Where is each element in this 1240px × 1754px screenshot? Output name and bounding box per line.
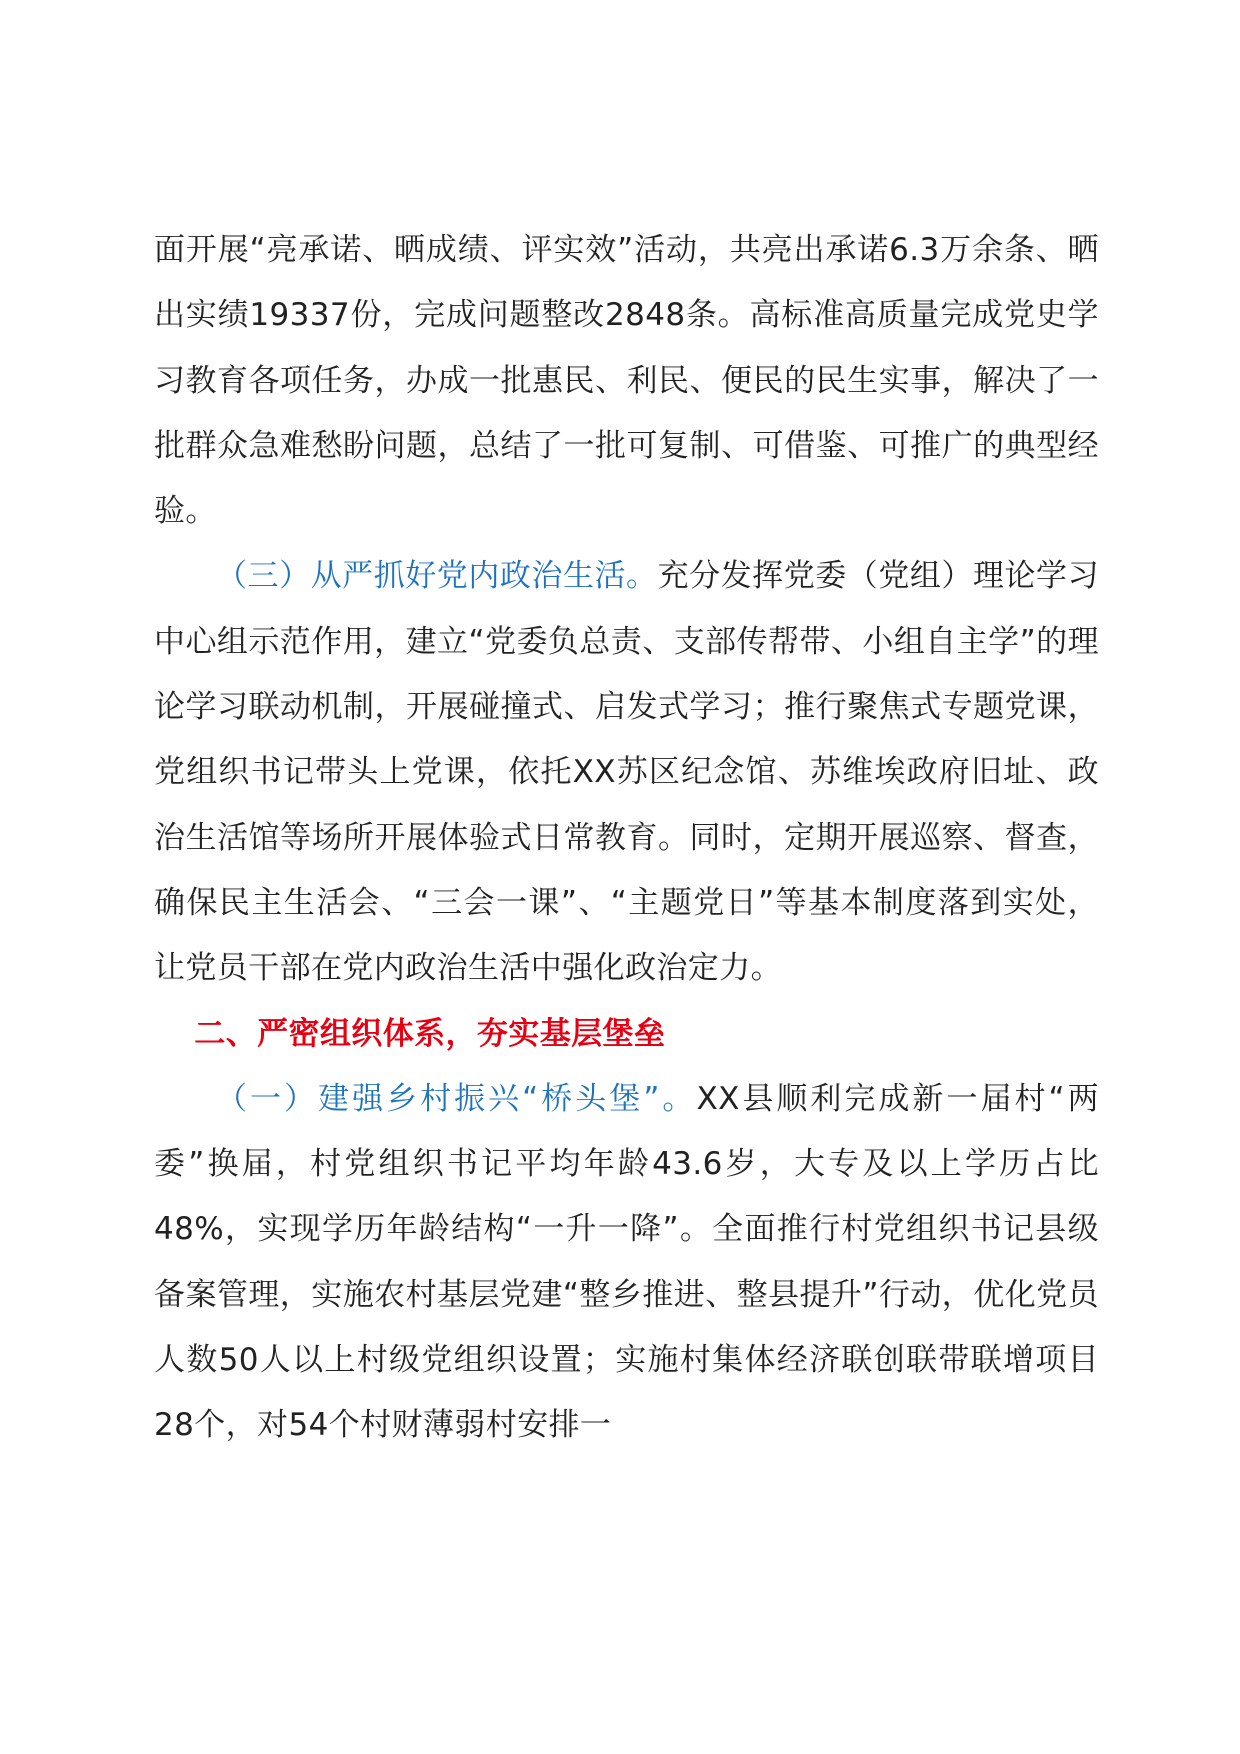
subsection-heading: （三）从严抓好党内政治生活。 (216, 558, 658, 595)
paragraph-text: XX县顺利完成新一届村“两委”换届，村党组织书记平均年龄43.6岁，大专及以上学历占比48%，实现学历年龄结构“一升一降”。全面推行村党组织书记县级备案管理，实施农村基层党建“整乡推进、整县提升”行动，优化党员人数50人以上村级党组织设置；实施村集体经济联创联带联增项目28个，对54个村财薄弱村安排一 (154, 1080, 1099, 1444)
subsection-heading: （一）建强乡村振兴“桥头堡”。 (216, 1080, 697, 1117)
document-body (154, 218, 1099, 1459)
paragraph-text: 面开展“亮承诺、晒成绩、评实效”活动，共亮出承诺6.3万余条、晒出实绩19337份，完成问题整改2848条。高标准高质量完成党史学习教育各项任务，办成一批惠民、利民、便民的民生实事，解决了一批群众急难愁盼问题，总结了一批可复制、可借鉴、可推广的典型经验。 (154, 232, 1099, 530)
paragraph-political-life (154, 544, 1099, 1001)
paragraph-text: 充分发挥党委（党组）理论学习中心组示范作用，建立“党委负总责、支部传帮带、小组自主学”的理论学习联动机制，开展碰撞式、启发式学习；推行聚焦式专题党课，党组织书记带头上党课，依托XX苏区纪念馆、苏维埃政府旧址、政治生活馆等场所开展体验式日常教育。同时，定期开展巡察、督查，确保民主生活会、“三会一课”、“主题党日”等基本制度落到实处，让党员干部在党内政治生活中强化政治定力。 (154, 558, 1099, 987)
paragraph-continued (154, 218, 1099, 544)
section-heading: 二、严密组织体系，夯实基层堡垒 (194, 1015, 666, 1052)
paragraph-rural-revitalization (154, 1067, 1099, 1459)
